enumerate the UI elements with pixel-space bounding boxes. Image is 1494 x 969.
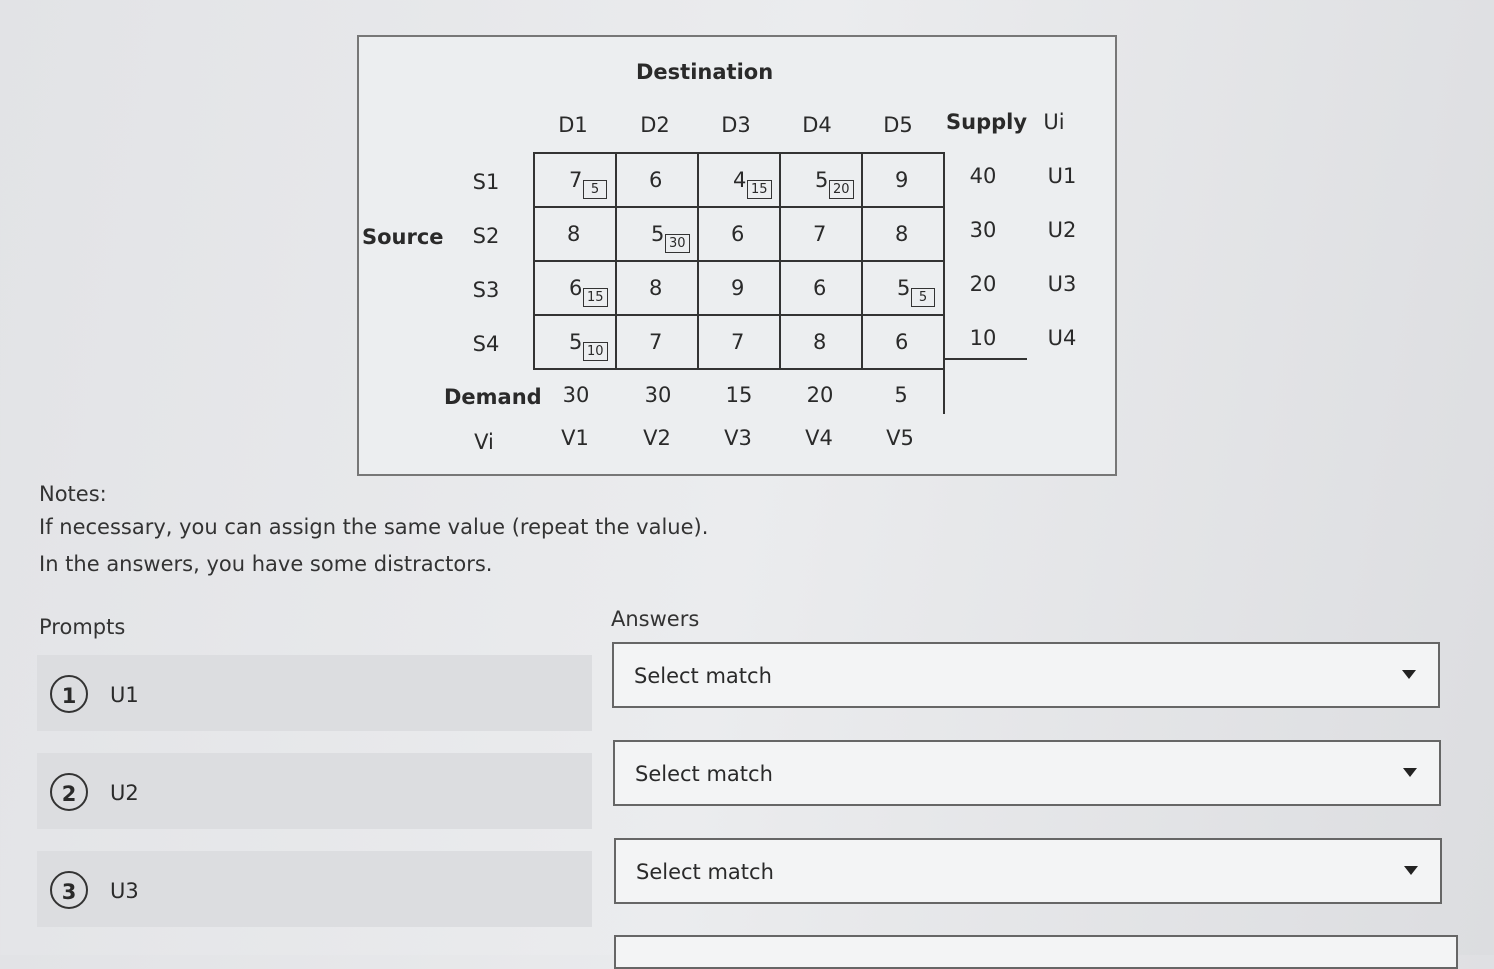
cost-cell: [616, 207, 698, 261]
cost-value: 8: [649, 276, 663, 300]
chevron-down-icon: [1402, 670, 1416, 679]
row-label-s4: S4: [472, 332, 500, 356]
cost-value: 7: [649, 330, 663, 354]
allocation-value: 15: [583, 288, 608, 307]
notes-heading: Notes:: [39, 482, 107, 506]
cost-cell: [698, 153, 780, 207]
cost-value: 4: [733, 168, 747, 192]
demand-value: 15: [725, 383, 753, 407]
demand-value: 20: [806, 383, 834, 407]
cost-value: 7: [731, 330, 745, 354]
cost-value: 8: [895, 222, 909, 246]
supply-value: 40: [969, 164, 997, 188]
column-header-d3: D3: [721, 113, 751, 137]
cost-cell: [534, 207, 616, 261]
supply-value: 10: [969, 326, 997, 350]
answer-select-value: Select match: [636, 860, 774, 884]
prompts-header: Prompts: [39, 615, 126, 639]
answer-select-4[interactable]: [614, 935, 1458, 969]
vi-value: V3: [724, 426, 752, 450]
ui-value: U4: [1047, 326, 1077, 350]
row-label-s1: S1: [472, 170, 500, 194]
ui-value: U1: [1047, 164, 1077, 188]
destination-title: Destination: [636, 60, 774, 84]
row-label-s3: S3: [472, 278, 500, 302]
supply-value: 20: [969, 272, 997, 296]
column-header-d4: D4: [802, 113, 832, 137]
prompt-label: U1: [110, 683, 139, 707]
prompt-number-badge: 2: [50, 773, 88, 811]
answer-select-value: Select match: [635, 762, 773, 786]
source-label: Source: [362, 225, 444, 249]
table-row: [534, 153, 944, 207]
cost-cell: [698, 207, 780, 261]
cost-cell: [862, 153, 944, 207]
cost-cell: [780, 153, 862, 207]
supply-header: Supply: [946, 110, 1028, 134]
cost-value: 7: [569, 168, 583, 192]
demand-value: 30: [562, 383, 590, 407]
allocation-value: 30: [665, 234, 690, 253]
prompt-label: U2: [110, 781, 139, 805]
demand-value: 30: [644, 383, 672, 407]
cost-value: 6: [895, 330, 909, 354]
ui-value: U2: [1047, 218, 1077, 242]
notes-line-1: If necessary, you can assign the same value (repeat the value).: [39, 515, 709, 539]
allocation-value: 20: [829, 180, 854, 199]
cost-cell: [534, 261, 616, 315]
cost-cell: [534, 153, 616, 207]
cost-value: 5: [569, 330, 583, 354]
cost-cell: [780, 207, 862, 261]
cost-grid: [533, 152, 945, 370]
cost-cell: [780, 261, 862, 315]
cost-cell: [698, 315, 780, 369]
cost-value: 5: [897, 276, 911, 300]
prompt-number-badge: 1: [50, 675, 88, 713]
vi-value: V5: [886, 426, 914, 450]
cost-value: 9: [731, 276, 745, 300]
answer-select-3[interactable]: [614, 838, 1442, 904]
ui-header: Ui: [1043, 110, 1065, 134]
cost-cell: [534, 315, 616, 369]
cost-cell: [862, 315, 944, 369]
table-row: [534, 207, 944, 261]
column-header-d1: D1: [558, 113, 588, 137]
divider: [943, 358, 1027, 360]
vi-value: V1: [561, 426, 589, 450]
prompt-row-u1: [37, 655, 592, 731]
chevron-down-icon: [1403, 768, 1417, 777]
cost-value: 7: [813, 222, 827, 246]
cost-value: 5: [815, 168, 829, 192]
vi-value: V4: [805, 426, 833, 450]
cost-cell: [616, 153, 698, 207]
allocation-value: 5: [583, 180, 607, 199]
answer-select-1[interactable]: [612, 642, 1440, 708]
cost-cell: [862, 207, 944, 261]
cost-value: 6: [731, 222, 745, 246]
cost-value: 6: [649, 168, 663, 192]
column-header-d5: D5: [883, 113, 913, 137]
allocation-value: 10: [583, 342, 608, 361]
cost-cell: [862, 261, 944, 315]
cost-value: 6: [569, 276, 583, 300]
cost-cell: [616, 261, 698, 315]
allocation-value: 5: [911, 288, 935, 307]
answer-select-2[interactable]: [613, 740, 1441, 806]
prompt-row-u3: [37, 851, 592, 927]
allocation-value: 15: [747, 180, 772, 199]
cost-value: 6: [813, 276, 827, 300]
demand-label: Demand: [444, 385, 542, 409]
vi-value: V2: [643, 426, 671, 450]
supply-value: 30: [969, 218, 997, 242]
prompt-row-u2: [37, 753, 592, 829]
cost-cell: [780, 315, 862, 369]
cost-value: 8: [567, 222, 581, 246]
prompt-number-badge: 3: [50, 871, 88, 909]
table-row: [534, 261, 944, 315]
cost-cell: [698, 261, 780, 315]
column-header-d2: D2: [640, 113, 670, 137]
prompt-label: U3: [110, 879, 139, 903]
notes-line-2: In the answers, you have some distractors.: [39, 552, 493, 576]
answers-header: Answers: [611, 607, 700, 631]
row-label-s2: S2: [472, 224, 500, 248]
vi-label: Vi: [474, 430, 494, 454]
answer-select-value: Select match: [634, 664, 772, 688]
cost-cell: [616, 315, 698, 369]
table-row: [534, 315, 944, 369]
demand-value: 5: [894, 383, 908, 407]
divider: [943, 358, 945, 414]
ui-value: U3: [1047, 272, 1077, 296]
cost-value: 5: [651, 222, 665, 246]
chevron-down-icon: [1404, 866, 1418, 875]
cost-value: 8: [813, 330, 827, 354]
cost-value: 9: [895, 168, 909, 192]
